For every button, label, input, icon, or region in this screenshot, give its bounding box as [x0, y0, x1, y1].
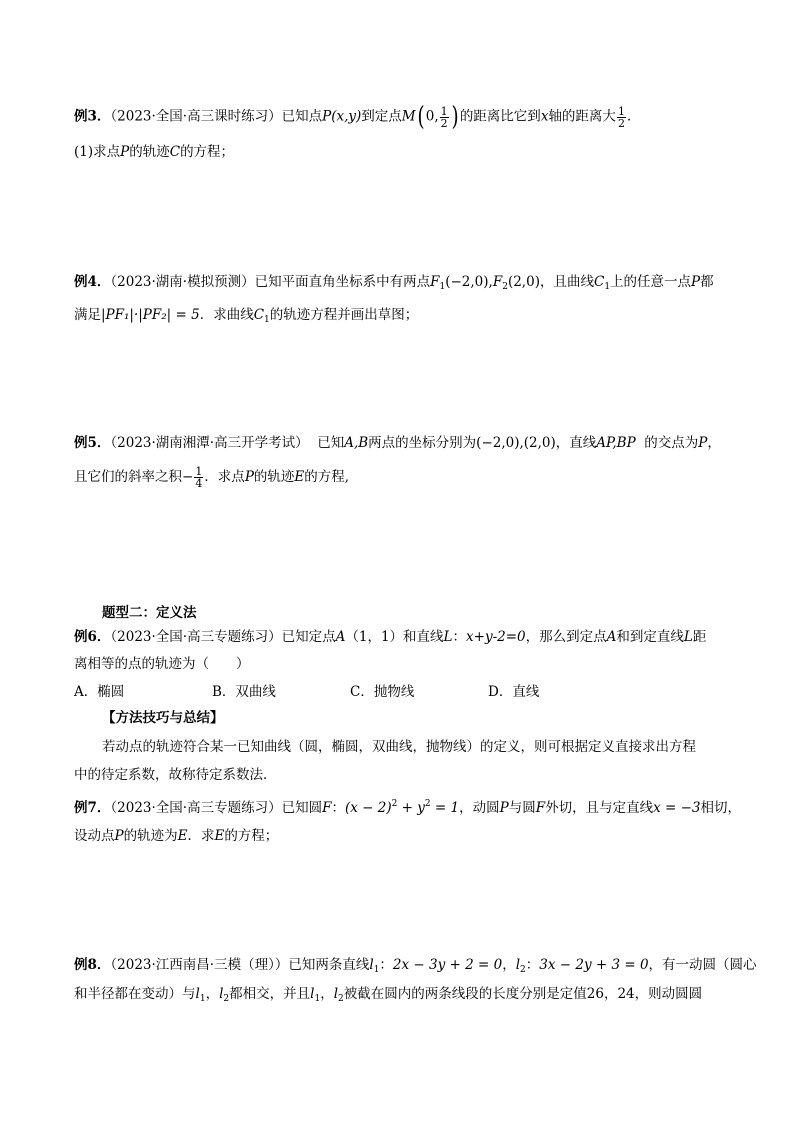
example-5-label: 例5． [74, 435, 111, 451]
example-3-source: （2023·全国·高三课时练习） [110, 108, 282, 125]
text: ： [331, 800, 345, 816]
text: 已知两条直线 [288, 957, 370, 973]
math-F: F [322, 800, 332, 816]
example-4-source: （2023·湖南·模拟预测） [110, 274, 255, 290]
text: ．求 [187, 828, 215, 844]
math-P: P [499, 800, 509, 816]
math-equation: + y [397, 800, 425, 816]
text: 的交点为 [644, 435, 699, 451]
text: ： [525, 957, 540, 973]
math-l: l [333, 986, 339, 1002]
math-equation: (x − 2) [344, 800, 392, 816]
math-AB: A,B [344, 435, 369, 451]
text: 已知圆 [281, 800, 323, 816]
math-P: P [244, 469, 254, 485]
math-l: l [369, 957, 374, 973]
frac-den: 4 [195, 477, 203, 490]
text: ，且曲线 [539, 274, 594, 290]
text: 的方程, [304, 469, 350, 485]
text: 到定点 [361, 108, 402, 125]
text: 的距离比它到 [459, 108, 541, 125]
subscript: 2 [502, 282, 508, 292]
example-3-label: 例3． [74, 108, 111, 125]
text: 距 [692, 629, 707, 645]
math-L: L [683, 629, 693, 645]
text: 的轨迹方程并画出草图； [269, 307, 419, 323]
choice-c: C．抛物线 [350, 684, 415, 700]
text: 满足 [74, 307, 101, 323]
text: ， [603, 986, 618, 1002]
math-E: E [214, 828, 225, 844]
math-F: F [492, 274, 503, 290]
math-xy: (x,y) [331, 108, 362, 125]
superscript: 2 [391, 799, 398, 809]
example-8-label: 例8． [74, 957, 111, 973]
text: （1，1）和直线 [345, 629, 444, 645]
math-value: (2,0) [507, 274, 540, 290]
subscript: 1 [439, 282, 446, 292]
math-A: A [335, 629, 346, 645]
example-6-choices [74, 682, 754, 702]
text: 和半径都在变动）与 [74, 986, 196, 1002]
text: ．求点 [204, 469, 245, 485]
subscript: 1 [264, 315, 270, 325]
math-l: l [195, 986, 200, 1002]
frac-num: 1 [195, 465, 203, 478]
text: 的方程； [180, 144, 235, 160]
frac-num: 1 [440, 104, 448, 118]
math-equation: |PF₁|·|PF₂| = 5 [101, 307, 200, 323]
example-7-source: （2023·全国·高三专题练习） [110, 800, 282, 816]
text: 已知平面直角坐标系中有两点 [254, 274, 431, 290]
text: 设动点 [74, 828, 115, 844]
fraction-half [440, 106, 449, 129]
text: 与圆 [508, 800, 536, 816]
subscript: 1 [373, 965, 380, 975]
math-F: F [535, 800, 546, 816]
math-equation-1: 2x − 3y + 2 = 0 [392, 957, 503, 973]
superscript: 2 [424, 799, 431, 809]
method-summary-paragraph-1: 若动点的轨迹符合某一已知曲线（圆，椭圆，双曲线，抛物线）的定义，则可根据定义直接求出方程 [102, 739, 696, 755]
math-l: l [310, 986, 315, 1002]
math-minus: − [182, 469, 194, 485]
math-P: P [114, 828, 124, 844]
math-x: x [540, 108, 549, 125]
frac-den: 2 [617, 116, 625, 130]
method-summary-heading: 【方法技巧与总结】 [102, 710, 224, 726]
math-l: l [515, 957, 521, 973]
math-L: L [443, 629, 453, 645]
subscript: 1 [199, 994, 206, 1004]
example-7-label: 例7． [74, 800, 111, 816]
example-3-question-1 [74, 142, 754, 162]
math-value: 26 [586, 986, 604, 1002]
example-4-label: 例4． [74, 274, 111, 290]
math-value: (−2,0) [445, 274, 489, 290]
text: 已知点 [281, 108, 323, 125]
example-5-line-1 [74, 433, 754, 453]
subscript: 2 [520, 965, 526, 975]
example-7-line-2 [74, 826, 754, 846]
math-M: M [401, 108, 416, 125]
text: ．求曲线 [199, 307, 254, 323]
text: ，则动圆圆 [634, 986, 703, 1002]
example-6-line-2: 离相等的点的轨迹为（ ） [74, 656, 250, 672]
math-APBP: AP,BP [596, 435, 636, 451]
text: , [488, 274, 493, 290]
right-paren: ) [451, 102, 459, 132]
text: ，有一动圆（圆心 [648, 957, 757, 973]
example-4-line-2 [74, 305, 754, 330]
math-coords: (−2,0),(2,0) [476, 435, 556, 451]
math-E: E [177, 828, 188, 844]
text: 相切， [700, 800, 741, 816]
text: ， [205, 986, 220, 1002]
text: ， [320, 986, 334, 1002]
subscript: 1 [604, 282, 611, 292]
example-6-line-1 [74, 627, 754, 647]
example-4-line-1 [74, 272, 754, 297]
example-3-line-1 [74, 104, 754, 130]
fraction-half-2 [617, 106, 626, 129]
text: ，动圆 [459, 800, 500, 816]
text: 都 [700, 274, 714, 290]
method-summary-paragraph-2: 中的待定系数，故称待定系数法． [74, 767, 277, 783]
example-8-line-1 [74, 955, 757, 980]
fraction-quarter [194, 466, 203, 489]
text: 的轨迹为 [123, 828, 178, 844]
math-E: E [294, 469, 305, 485]
example-6-source: （2023·全国·高三专题练习） [110, 629, 282, 645]
math-C: C [253, 307, 265, 323]
text: 且它们的斜率之积 [74, 469, 182, 485]
text: 上的任意一点 [610, 274, 692, 290]
subscript: 2 [338, 994, 344, 1004]
frac-den: 2 [440, 116, 448, 130]
math-equation: x+y-2=0 [466, 629, 526, 645]
text: 的轨迹 [253, 469, 295, 485]
text: (1)求点 [74, 144, 121, 160]
subscript: 1 [314, 994, 321, 1004]
text: ： [379, 957, 393, 973]
example-6-label: 例6． [74, 629, 111, 645]
choice-a: A．椭圆 [74, 684, 125, 700]
math-C: C [169, 144, 181, 160]
math-C: C [593, 274, 605, 290]
text: 的方程； [224, 828, 279, 844]
example-5-source: （2023·湖南湘潭·高三开学考试） [110, 435, 309, 451]
text: 轴的距离大 [548, 108, 616, 125]
text: ，那么到定点 [525, 629, 607, 645]
text: 被截在圆内的两条线段的长度分别是定值 [343, 986, 587, 1002]
math-P: P [120, 144, 130, 160]
math-inner: 0, [425, 108, 439, 125]
math-l: l [219, 986, 224, 1002]
text: ， [502, 957, 516, 973]
text: 外切，且与定直线 [545, 800, 654, 816]
text: ： [452, 629, 467, 645]
text: 已知定点 [281, 629, 336, 645]
text: 都相交，并且 [229, 986, 311, 1002]
text: 两点的坐标分别为 [368, 435, 477, 451]
text: ． [626, 108, 641, 125]
example-5-line-2 [74, 466, 754, 489]
section-heading-definition-method: 题型二：定义法 [102, 605, 197, 621]
math-F: F [430, 274, 440, 290]
math-value: 24 [617, 986, 635, 1002]
example-8-line-2 [74, 984, 754, 1009]
math-A: A [606, 629, 617, 645]
subscript: 2 [223, 994, 230, 1004]
math-P: P [322, 108, 332, 125]
text: ， [707, 435, 721, 451]
choice-d: D．直线 [488, 684, 540, 700]
example-8-source: （2023·江西南昌·三模（理）） [110, 957, 289, 973]
choice-b: B．双曲线 [212, 684, 276, 700]
example-7-line-1 [74, 794, 754, 818]
math-line-equation: x = −3 [653, 800, 701, 816]
left-paren: ( [417, 102, 425, 132]
math-P: P [698, 435, 708, 451]
text: 和到定直线 [616, 629, 684, 645]
text: ，直线 [555, 435, 597, 451]
math-P: P [691, 274, 701, 290]
text: 的轨迹 [129, 144, 170, 160]
frac-num: 1 [617, 104, 625, 118]
math-equation: = 1 [430, 800, 460, 816]
text: 已知 [317, 435, 345, 451]
math-equation-2: 3x − 2y + 3 = 0 [539, 957, 649, 973]
